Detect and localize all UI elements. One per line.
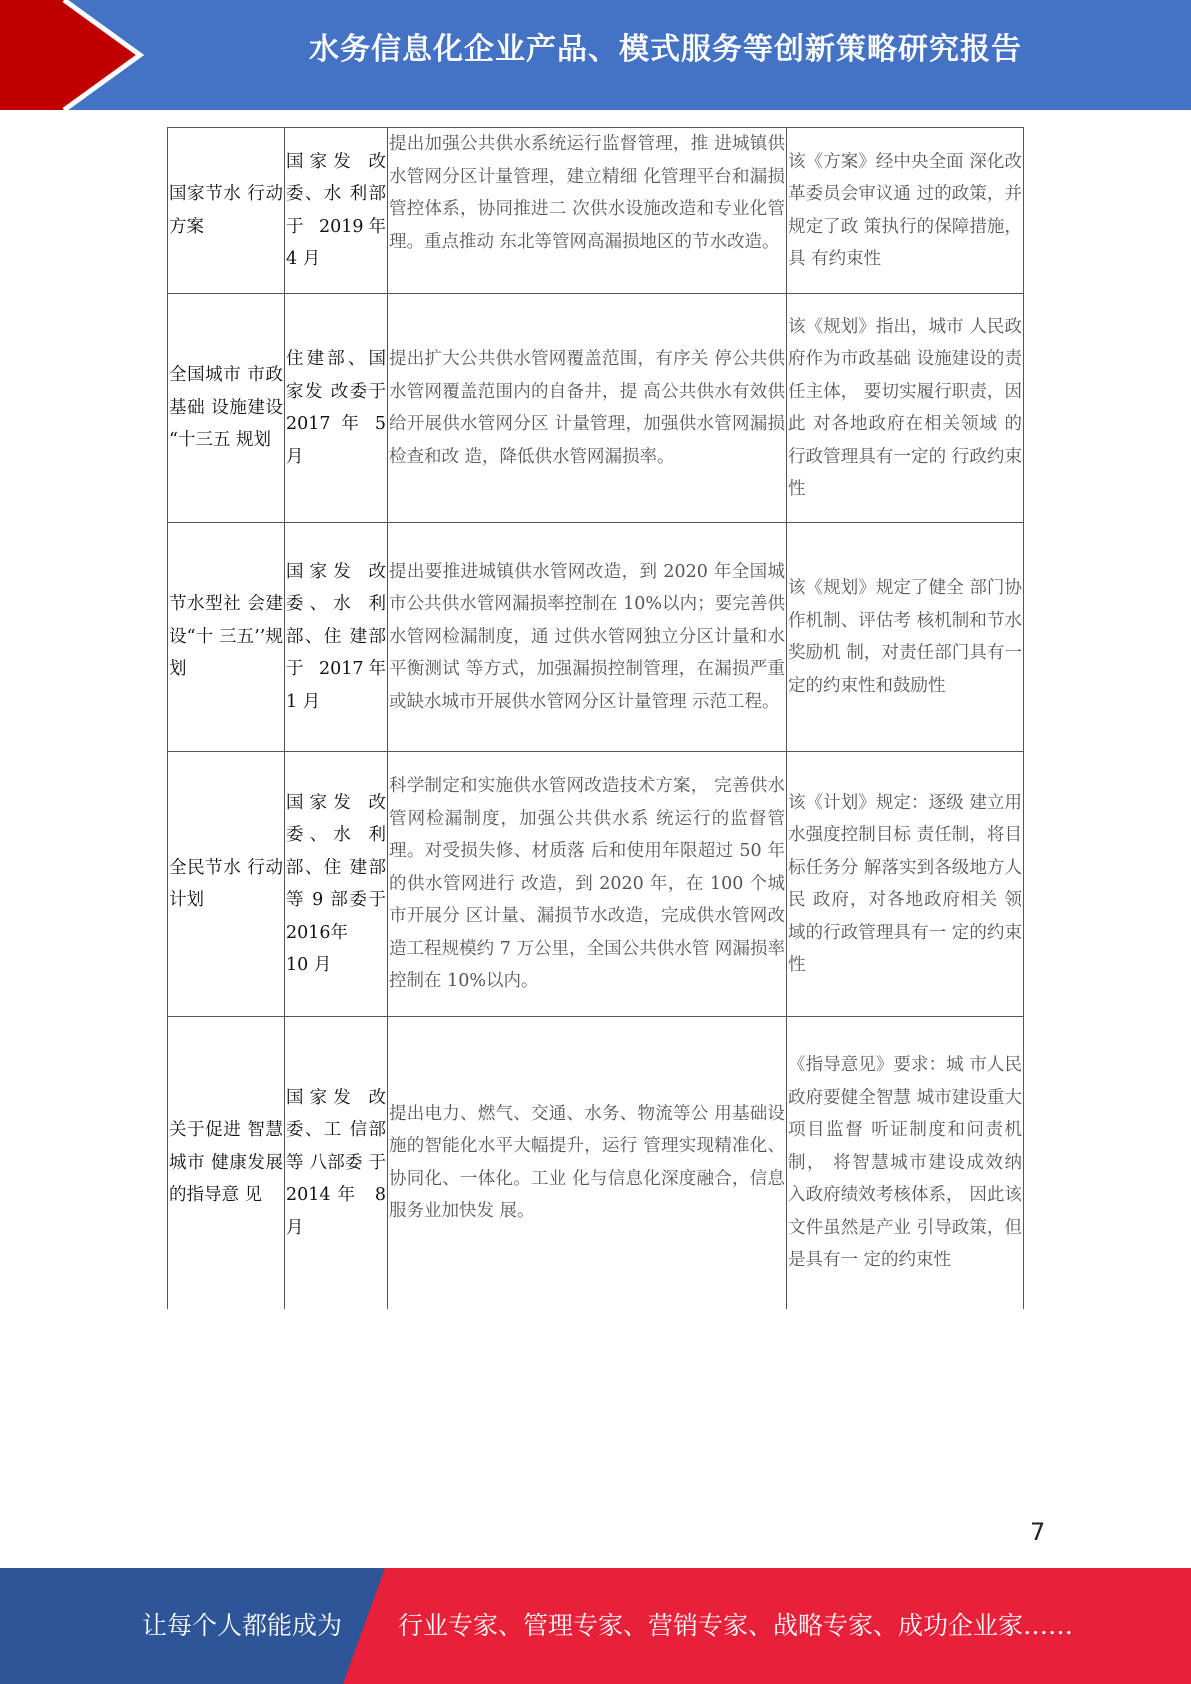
policy-content-cell: 提出扩大公共供水管网覆盖范围，有序关 停公共供水管网覆盖范围内的自备井，提 高公共供水有效供给开展供水管网分区 计量管理，加强供水管网漏损检查和改 造，降低供水管网漏损率。 (388, 294, 787, 523)
policy-content-cell: 提出电力、燃气、交通、水务、物流等公 用基础设施的智能化水平大幅提升，运行 管理实现精准化、协同化、一体化。工业 化与信息化深度融合，信息服务业加快发 展。 (388, 1017, 787, 1309)
policy-binding-cell: 《指导意见》要求：城 市人民政府要健全智慧 城市建设重大项目监督 听证制度和问责机制， 将智慧城市建设成效纳 入政府绩效考核体系， 因此该文件虽然是产业 引导政策，但是具有一 定的约束性 (787, 1017, 1024, 1309)
policy-name-cell: 全国城市 市政基础 设施建设 “十三五 规划 (168, 294, 285, 523)
page-header (0, 0, 1191, 110)
policy-name-cell: 国家节水 行动方案 (168, 128, 285, 294)
footer-slogan-right: 行业专家、管理专家、营销专家、战略专家、成功企业家…… (398, 1611, 1074, 1640)
policy-content-cell: 提出加强公共供水系统运行监督管理，推 进城镇供水管网分区计量管理，建立精细 化管理平台和漏损管控体系，协同推进二 次供水设施改造和专业化管理。重点推动 东北等管网高漏损地区的节水改造。 (388, 128, 787, 294)
policy-binding-cell: 该《规划》规定了健全 部门协作机制、评估考 核机制和节水奖励机 制，对责任部门具有一 定的约束性和鼓励性 (787, 523, 1024, 752)
policy-issuer-cell (285, 752, 388, 1017)
page-number: 7 (1030, 1518, 1046, 1546)
policy-issuer-cell: 住建部、国家发 改委于 2017 年 5 月 (285, 294, 388, 523)
policy-binding-cell: 该《计划》规定：逐级 建立用水强度控制目标 责任制，将目标任务分 解落实到各级地方人民 政府，对各地政府相关 领域的行政管理具有一 定的约束性 (787, 752, 1024, 1017)
policy-name-cell: 关于促进 智慧城市 健康发展 的指导意 见 (168, 1017, 285, 1309)
policy-issuer-cell: 国家发 改委、工 信部等 八部委 于 2014年 8 月 (285, 1017, 388, 1309)
policy-content-cell: 提出要推进城镇供水管网改造，到 2020 年全国城市公共供水管网漏损率控制在 10%以内；要完善供水管网检漏制度，通 过供水管网独立分区计量和水平衡测试 等方式，加强漏损控制管理，在漏损严重 或缺水城市开展供水管网分区计量管理 示范工程。 (388, 523, 787, 752)
policy-issuer-text: 国家发 改委、水 利部、住 建部等 9 部委于 2016年 (286, 792, 386, 943)
table-row (168, 128, 1024, 294)
table-row (168, 523, 1024, 752)
table-row (168, 752, 1024, 1017)
policy-name-cell: 全民节水 行动计划 (168, 752, 285, 1017)
policy-binding-cell: 该《方案》经中央全面 深化改革委员会审议通 过的政策，并规定了政 策执行的保障措施，具 有约束性 (787, 128, 1024, 294)
table-row (168, 1017, 1024, 1309)
policy-issuer-cell: 国家发 改委、水 利部、住 建部于 2017年 1 月 (285, 523, 388, 752)
table-row (168, 294, 1024, 523)
policy-content-cell: 科学制定和实施供水管网改造技术方案， 完善供水管网检漏制度，加强公共供水系 统运行的监督管理。对受损失修、材质落 后和使用年限超过 50 年的供水管网进行 改造，到 2020 年，在 100 个城市开展分 区计量、漏损节水改造，完成供水管网改 造工程规模约 7 万公里，全国公共供水管 网漏损率控制在 10%以内。 (388, 752, 787, 1017)
policy-issuer-cell: 国家发 改委、水 利部于 2019年 4 月 (285, 128, 388, 294)
policy-name-cell: 节水型社 会建设“十 三五’’规划 (168, 523, 285, 752)
policy-issuer-month: 10 月 (286, 955, 332, 975)
page-footer (0, 1568, 1191, 1684)
report-title: 水务信息化企业产品、模式服务等创新策略研究报告 (309, 32, 1022, 67)
policy-binding-cell: 该《规划》指出，城市 人民政府作为市政基础 设施建设的责任主体， 要切实履行职责，因此 对各地政府在相关领域 的行政管理具有一定的 行政约束性 (787, 294, 1024, 523)
footer-slogan-left: 让每个人都能成为 (142, 1611, 343, 1640)
policy-table (167, 127, 1024, 1309)
